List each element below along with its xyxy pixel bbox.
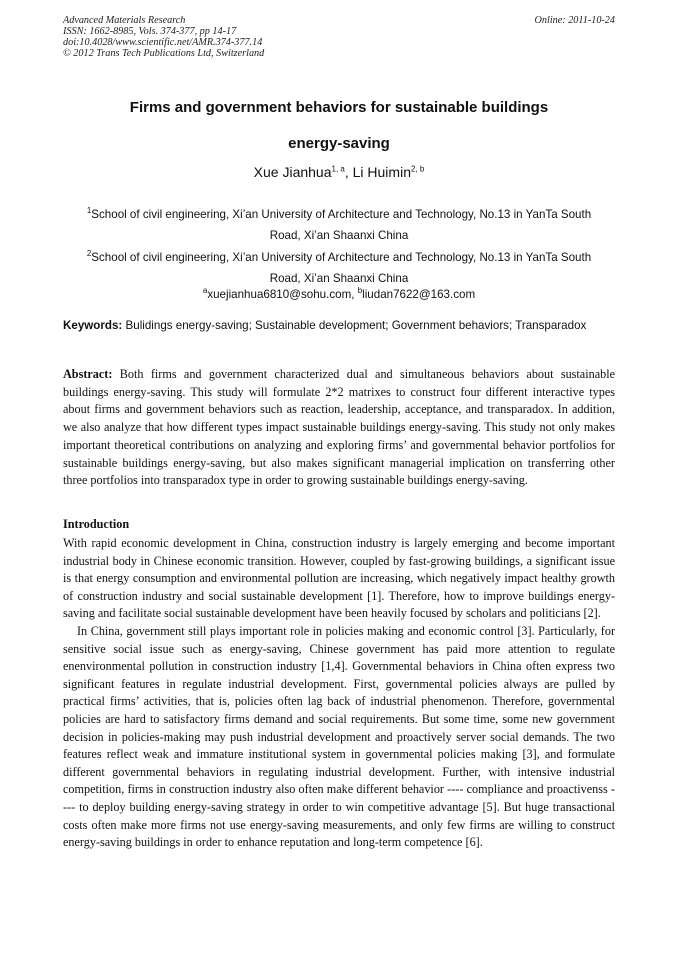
abstract-text: Both firms and government characterized dual and simultaneous behaviors about sustainable buildings energy-saving. This study will formulate 2*2 matrixes to construct four different interactive types about firms and government behaviors such as reaction, leadership, acceptance, and transparadox. In addition, we also analyze that how different types impact sustainable buildings energy-saving. This study not only makes important theoretical contributions on analyzing and exploring firms’ and governmental behavior portfolios for sustainable buildings energy-saving, but also makes significant managerial implication on transferring other three portfolios into transparadox type in order to growing sustainable buildings energy-saving. [63, 367, 615, 488]
journal-issn: ISSN: 1662-8985, Vols. 374-377, pp 14-17 [63, 26, 237, 37]
affiliation-mark: 2 [86, 249, 92, 258]
section-heading: Introduction [63, 517, 130, 531]
author-emails [63, 286, 615, 301]
affiliation-1 [63, 200, 615, 246]
journal-copyright: © 2012 Trans Tech Publications Ltd, Switzerland [63, 48, 265, 59]
paragraph: With rapid economic development in China, construction industry is largely emerging and become important industrial body in Chinese economic transition. However, coupled by fast-growing buildings, a significant issue is that energy consumption and environmental pollution are increasing, which negatively impact healthy growth of construction industry and social sustainable development [1]. Therefore, how to improve buildings energy-saving and facilitate social sustainable development have been heavily focused by scholars and politicians [2]. [63, 536, 615, 621]
email-mark: b [357, 286, 363, 295]
affiliation-line: Road, Xi’an Shaanxi China [269, 271, 409, 285]
author-separator: , [344, 164, 353, 180]
affiliation-line: Road, Xi’an Shaanxi China [269, 228, 409, 242]
online-date: Online: 2011-10-24 [534, 15, 615, 26]
email-mark: a [202, 286, 208, 295]
journal-header [63, 15, 615, 59]
affiliation-mark: 1 [86, 206, 92, 215]
author-affiliation-mark: 1, a [331, 164, 345, 174]
journal-name: Advanced Materials Research [63, 15, 186, 26]
keywords-text: Bulidings energy-saving; Sustainable development; Government behaviors; Transparadox [125, 319, 587, 332]
author-list [63, 164, 615, 180]
affiliation-line: School of civil engineering, Xi’an University of Architecture and Technology, No.13 in YanTa South [91, 250, 592, 264]
author-name: Xue Jianhua [253, 164, 332, 180]
author-affiliation-mark: 2, b [410, 164, 425, 174]
abstract [63, 366, 615, 490]
keywords-label: Keywords: [63, 319, 123, 332]
abstract-label: Abstract: [63, 367, 113, 381]
paper-title-line2: energy-saving [288, 135, 390, 152]
affiliation-line: School of civil engineering, Xi’an University of Architecture and Technology, No.13 in YanTa South [91, 207, 592, 221]
introduction-body [63, 535, 615, 852]
email-address[interactable]: xuejianhua6810@sohu.com [207, 287, 352, 301]
email-address[interactable]: liudan7622@163.com [362, 287, 476, 301]
affiliation-2 [63, 243, 615, 289]
author-name: Li Huimin [352, 164, 411, 180]
keywords [63, 317, 615, 335]
paper-title-line1: Firms and government behaviors for sustainable buildings [129, 99, 549, 116]
email-separator: , [351, 287, 358, 301]
journal-doi: doi:10.4028/www.scientific.net/AMR.374-377.14 [63, 37, 263, 48]
paragraph: In China, government still plays important role in policies making and economic control [3]. Particularly, for sensitive social issue such as energy-saving, Chinese government has paid more attention to regulate enenvironmental pollution in construction industry [1,4]. Governmental behaviors in China often express two significant features in regulate industrial development. First, governmental policies always are pulled by practical firms’ activities, that is, policies often lag back of industrial phenomenon. Therefore, governmental policies are hard to satisfactory firms demand and social requirements. But some time, some new government decision in policies-making may push industrial development and proactively server social demands. The two features reflect weak and immature institutional system in governmental policies making [3], and formulate different governmental behaviors in regulating industrial development. Further, with intensive industrial competition, firms in construction industry also often make different behavior ---- compliance and proactivenss ---- to deploy building energy-saving strategy in order to win competitive advantage [5]. But huge transactional costs often make more firms not use energy-saving measurements, and only few firms are willing to construct energy-saving buildings in order to enhance reputation and long-term competence [6]. [63, 623, 615, 850]
paper-title [63, 90, 615, 162]
